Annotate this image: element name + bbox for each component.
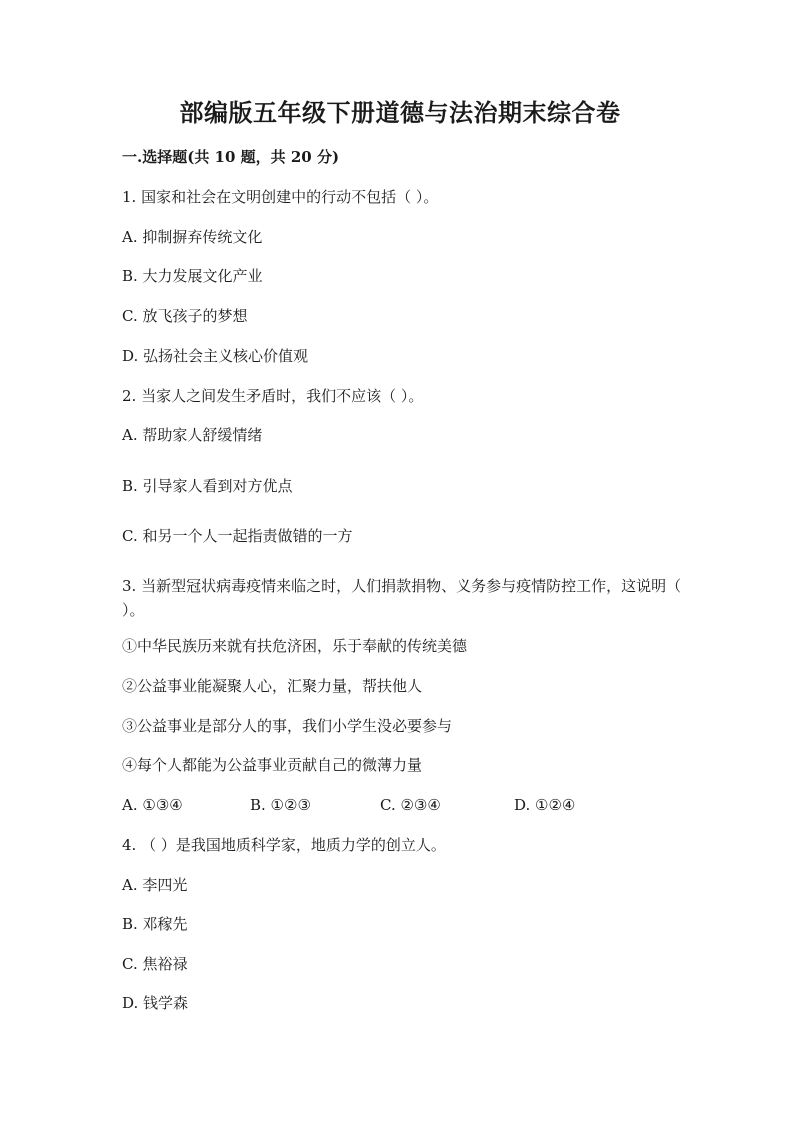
- exam-title: 部编版五年级下册道德与法治期末综合卷: [179, 98, 621, 127]
- question-3-options: [122, 793, 682, 817]
- question-4-stem: 4. （ ）是我国地质科学家，地质力学的创立人。: [122, 836, 446, 854]
- section-heading: 一.选择题(共 10 题，共 20 分): [122, 148, 340, 166]
- question-3-option-d: D. ①②④: [514, 796, 576, 814]
- question-3-option-a: A. ①③④: [122, 796, 183, 814]
- question-3-option-c: C. ②③④: [380, 796, 441, 814]
- question-2-option-c: C. 和另一个人一起指责做错的一方: [122, 527, 353, 545]
- question-3-statement-1: ①中华民族历来就有扶危济困，乐于奉献的传统美德: [122, 637, 468, 655]
- question-2-option-a: A. 帮助家人舒缓情绪: [122, 426, 263, 444]
- question-4-option-d: D. 钱学森: [122, 994, 189, 1012]
- question-1-option-b: B. 大力发展文化产业: [122, 267, 263, 285]
- question-4-option-c: C. 焦裕禄: [122, 955, 188, 973]
- question-4-option-b: B. 邓稼先: [122, 915, 188, 933]
- question-2-option-b: B. 引导家人看到对方优点: [122, 477, 293, 495]
- question-1-option-a: A. 抑制摒弃传统文化: [122, 228, 263, 246]
- question-3-statement-4: ④每个人都能为公益事业贡献自己的微薄力量: [122, 756, 423, 774]
- question-1-option-c: C. 放飞孩子的梦想: [122, 307, 248, 325]
- question-3-stem: 3. 当新型冠状病毒疫情来临之时，人们捐款捐物、义务参与疫情防控工作，这说明（ ）。: [122, 577, 682, 619]
- question-3-statement-3: ③公益事业是部分人的事，我们小学生没必要参与: [122, 717, 453, 735]
- question-4-option-a: A. 李四光: [122, 876, 188, 894]
- question-2-stem: 2. 当家人之间发生矛盾时，我们不应该（ ）。: [122, 387, 424, 405]
- question-3-option-b: B. ①②③: [250, 796, 311, 814]
- question-1-option-d: D. 弘扬社会主义核心价值观: [122, 347, 309, 365]
- question-1-stem: 1. 国家和社会在文明创建中的行动不包括（ ）。: [122, 188, 439, 206]
- question-3-statement-2: ②公益事业能凝聚人心，汇聚力量，帮扶他人: [122, 677, 423, 695]
